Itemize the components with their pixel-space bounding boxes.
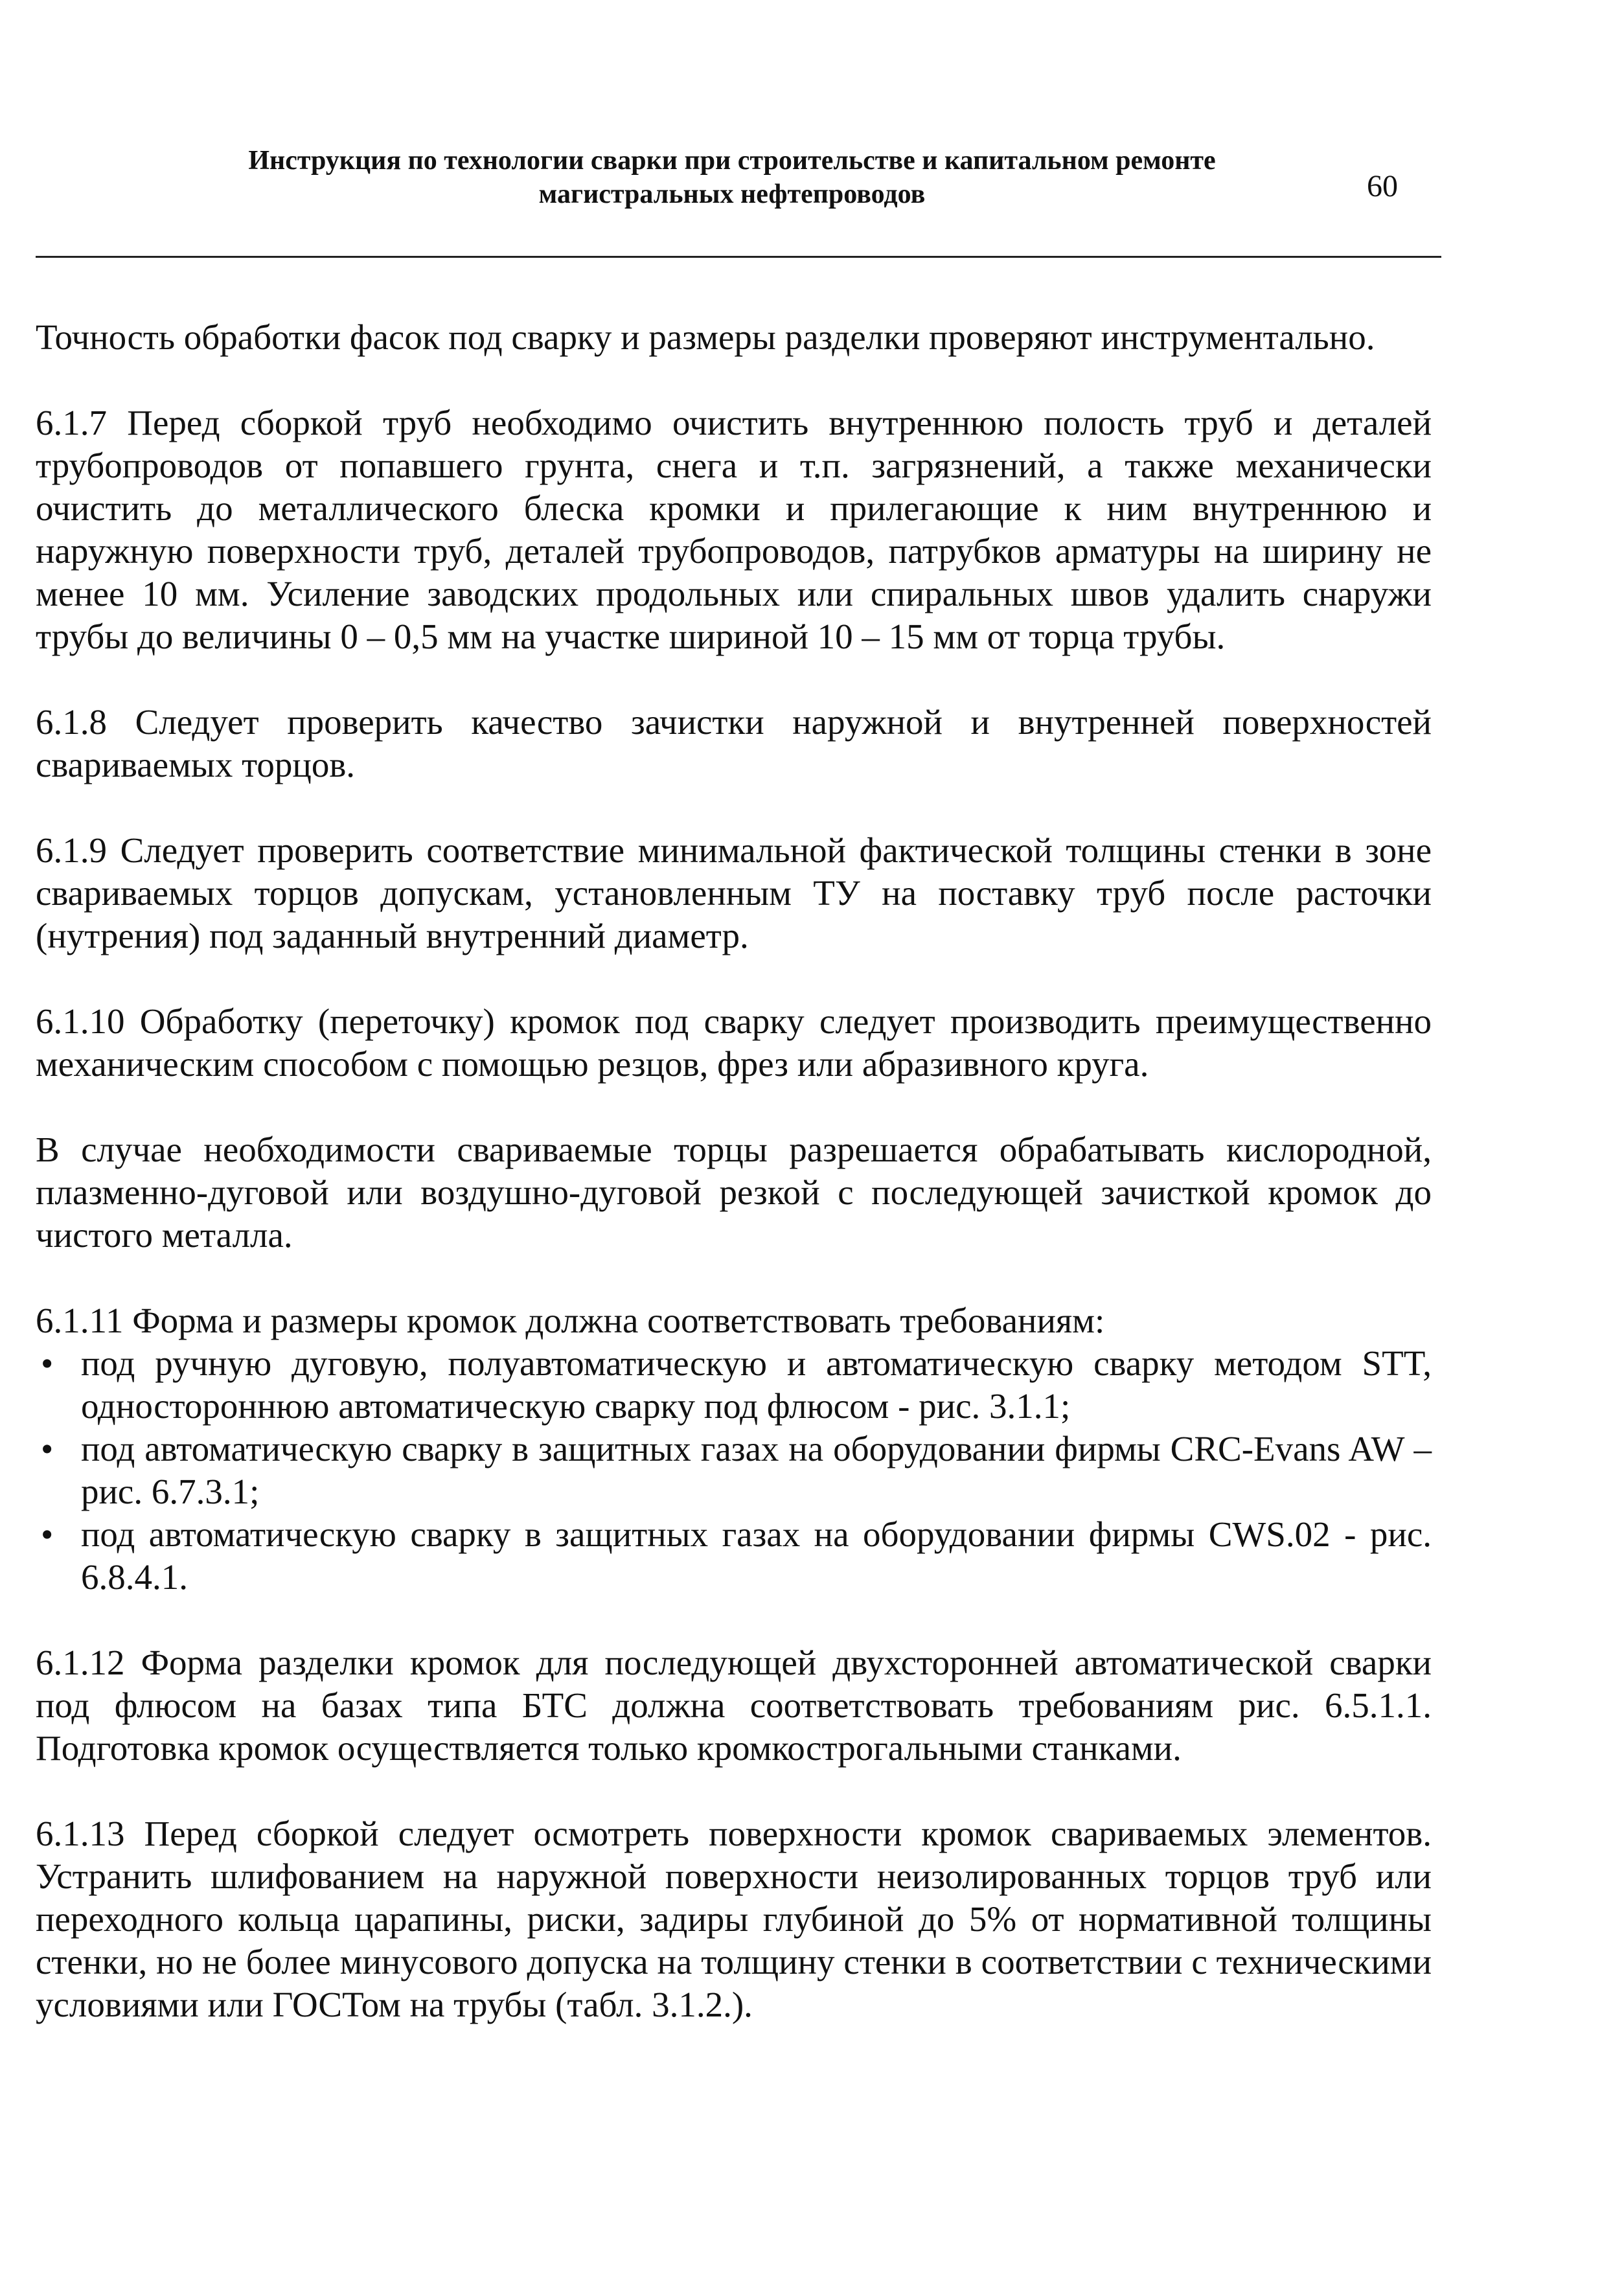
bullet-icon: •: [41, 1343, 54, 1383]
header-title-line-1: Инструкция по технологии сварки при строительстве и капитальном ремонте: [248, 146, 1216, 176]
paragraph-6-1-13: 6.1.13 Перед сборкой следует осмотреть поверхности кромок свариваемых элементов. Устранить шлифованием на наружной поверхности неизолированных торцов труб или переходного кольца царапины, риски, задиры глубиной до 5% от нормативной толщины стенки, но не более минусового допуска на толщину стенки в соответствии с техническими условиями или ГОСТом на трубы (табл. 3.1.2.).: [36, 1814, 1432, 2024]
requirements-list: [36, 1342, 1432, 1599]
list-item-text: под ручную дуговую, полуавтоматическую и автоматическую сварку методом STT, одностороннюю автоматическую сварку под флюсом - рис. 3.1.1;: [81, 1343, 1432, 1426]
paragraph-6-1-11: 6.1.11 Форма и размеры кромок должна соответствовать требованиям:: [36, 1301, 1105, 1340]
page-header: [117, 144, 1347, 211]
paragraph-6-1-7: 6.1.7 Перед сборкой труб необходимо очистить внутреннюю полость труб и деталей трубопроводов от попавшего грунта, снега и т.п. загрязнений, а также механически очистить до металлического блеска кромки и прилегающие к ним внутреннюю и наружную поверхности труб, деталей трубопроводов, патрубков арматуры на ширину не менее 10 мм. Усиление заводских продольных или спиральных швов удалить снаружи трубы до величины 0 – 0,5 мм на участке шириной 10 – 15 мм от торца трубы.: [36, 403, 1432, 656]
list-item-text: под автоматическую сварку в защитных газах на оборудовании фирмы CWS.02 - рис. 6.8.4.1.: [81, 1514, 1432, 1597]
paragraph-6-1-10: 6.1.10 Обработку (переточку) кромок под сварку следует производить преимущественно механическим способом с помощью резцов, фрез или абразивного круга.: [36, 1001, 1432, 1084]
page-number: 60: [1367, 169, 1398, 203]
header-title-line-2: магистральных нефтепроводов: [538, 179, 926, 209]
list-item: [36, 1513, 1432, 1599]
paragraph-6-1-8: 6.1.8 Следует проверить качество зачистки наружной и внутренней поверхностей свариваемых торцов.: [36, 702, 1432, 784]
list-item: [36, 1428, 1432, 1513]
document-body: [36, 316, 1432, 2069]
list-item-text: под автоматическую сварку в защитных газах на оборудовании фирмы CRC-Evans AW – рис. 6.7.3.1;: [81, 1429, 1432, 1511]
bullet-icon: •: [41, 1514, 54, 1554]
paragraph-6-1-9: 6.1.9 Следует проверить соответствие минимальной фактической толщины стенки в зоне свариваемых торцов допускам, установленным ТУ на поставку труб после расточки (нутрения) под заданный внутренний диаметр.: [36, 830, 1432, 955]
header-divider: [36, 256, 1441, 258]
paragraph-intro: Точность обработки фасок под сварку и размеры разделки проверяют инструментально.: [36, 317, 1375, 357]
list-item: [36, 1342, 1432, 1428]
paragraph-6-1-12: 6.1.12 Форма разделки кромок для последующей двухсторонней автоматической сварки под флюсом на базах типа БТС должна соответствовать требованиям рис. 6.5.1.1. Подготовка кромок осуществляется только кромкострогальными станками.: [36, 1643, 1432, 1768]
bullet-icon: •: [41, 1429, 54, 1468]
paragraph-6-1-10-continued: В случае необходимости свариваемые торцы разрешается обрабатывать кислородной, плазменно-дуговой или воздушно-дуговой резкой с последующей зачисткой кромок до чистого металла.: [36, 1130, 1432, 1255]
